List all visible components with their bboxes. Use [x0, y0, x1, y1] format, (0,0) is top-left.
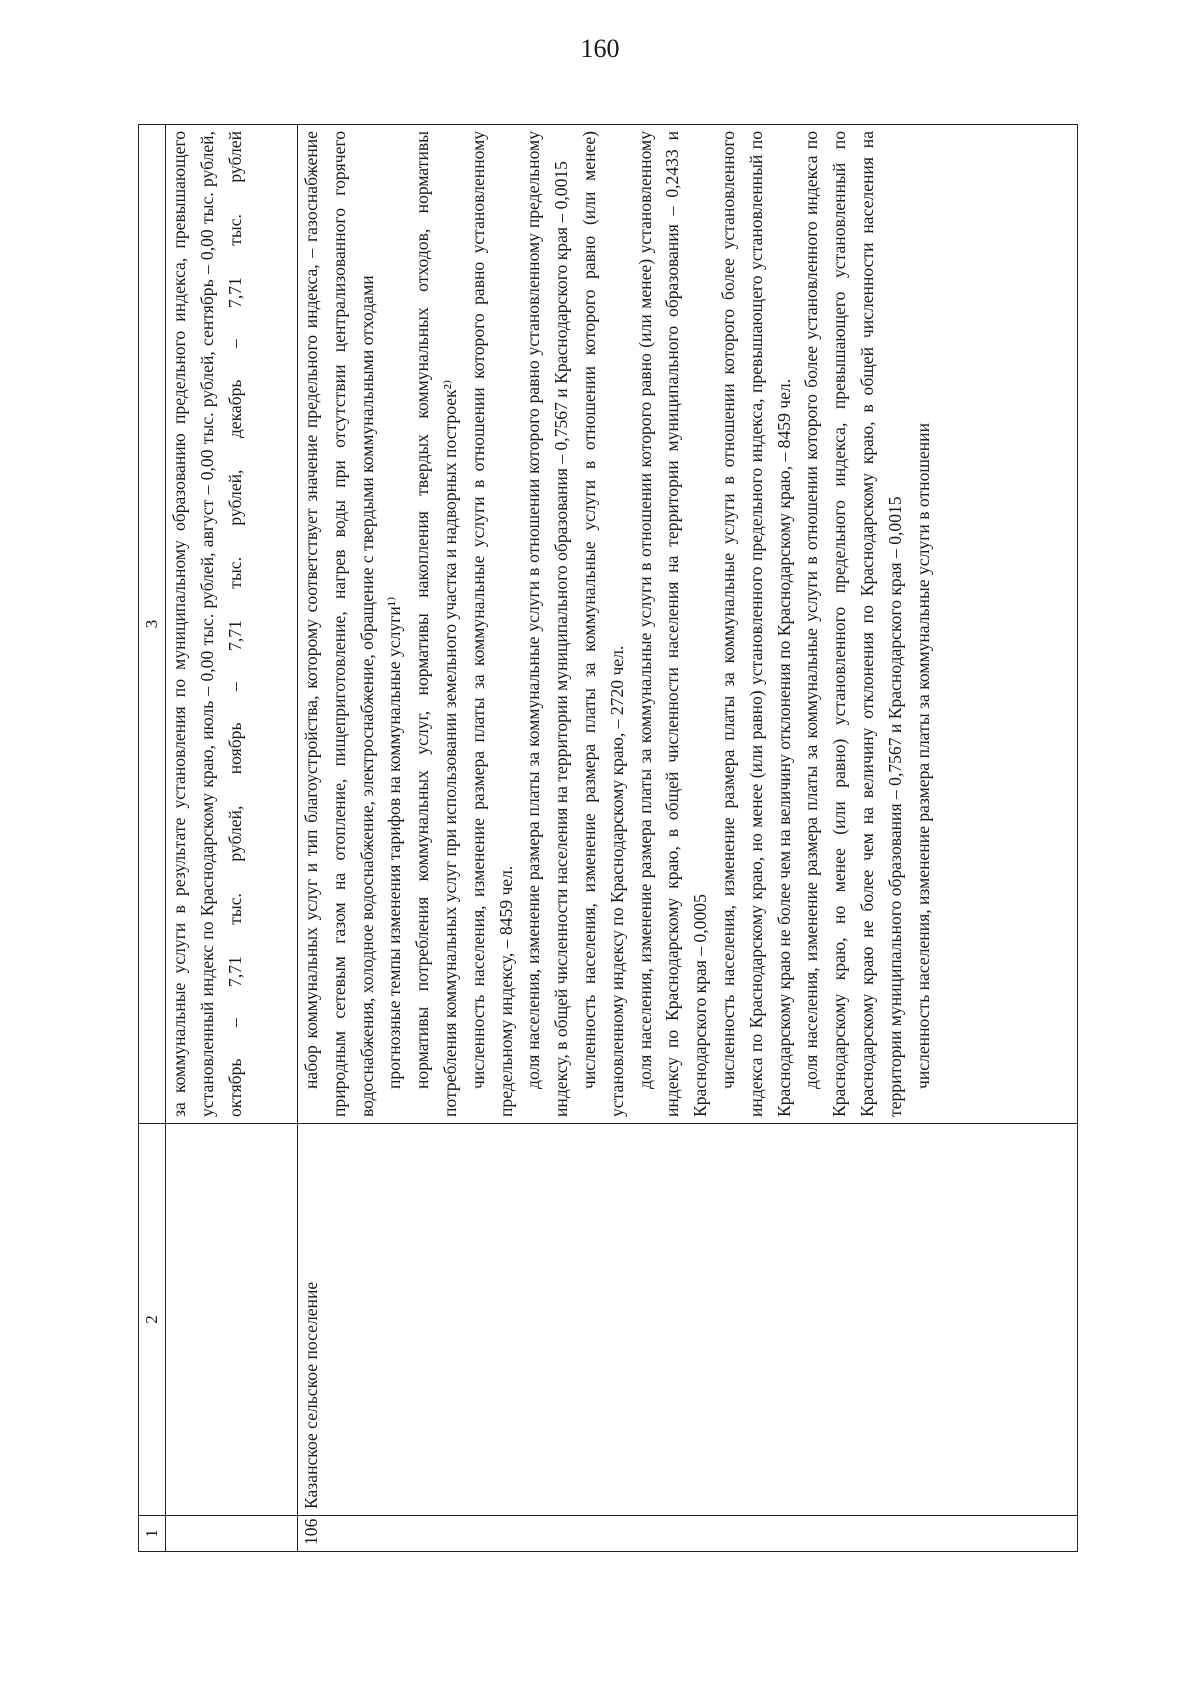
description-paragraph: набор коммунальных услуг и тип благоустройства, которому соответствует значение предельного индекса, – газоснабжение природным сетевым газом на отопление, пищеприготовление, нагрев воды при отсутствии централизованного горячего водоснабжения, холодное водоснабжение, электроснабжение, обращение с твердыми коммунальными отходами [301, 131, 377, 1117]
municipality-name-cell [166, 1124, 298, 1516]
description-paragraph: численность населения, изменение размера платы за коммунальные услуги в отношении [912, 423, 933, 1089]
table-row-106 [298, 125, 1078, 1552]
description-paragraph: прогнозные темпы изменения тарифов на коммунальные услуги¹⁾ [384, 596, 405, 1089]
rotated-table-frame [138, 124, 1078, 1552]
description-paragraph: численность населения, изменение размера платы за коммунальные услуги в отношении которого более установленного индекса по Краснодарскому краю, но менее (или равно) установленного предельного индекса, превышающего установленный по Краснодарскому краю не более чем на величину отклонения по Краснодарскому краю, – 8459 чел. [717, 131, 794, 1117]
description-paragraph: за коммунальные услуги в результате установления по муниципальному образованию предельного индекса, превышающего установленный индекс по Краснодарскому краю, июль – 0,00 тыс. рублей, август – 0,00 тыс. рублей, сентябрь – 0,00 тыс. рублей, октябрь – 7,71 тыс. рублей, ноябрь – 7,71 тыс. рублей, декабрь – 7,71 тыс. рублей [169, 131, 245, 1117]
column-header-2: 2 [139, 1124, 166, 1516]
municipality-name-cell: Казанское сельское поселение [298, 1124, 1078, 1516]
description-paragraph: доля населения, изменение размера платы за коммунальные услуги в отношении которого равно установленному предельному индексу, в общей численности населения на территории муниципального образования – 0,7567 и Краснодарского края – 0,0015 [523, 131, 572, 1117]
description-cell [166, 125, 298, 1124]
table-header-row [139, 125, 166, 1552]
row-number-cell: 106 [298, 1516, 1078, 1552]
description-paragraph: численность населения, изменение размера платы за коммунальные услуги в отношении которого равно (или менее) установленному индексу по Краснодарскому краю, – 2720 чел. [578, 131, 627, 1117]
column-header-1: 1 [139, 1516, 166, 1552]
row-number-cell [166, 1516, 298, 1552]
description-paragraph: численность населения, изменение размера платы за коммунальные услуги в отношении которого равно установленному предельному индексу, – 8459 чел. [467, 131, 516, 1117]
table-row-continuation [166, 125, 298, 1552]
column-header-3: 3 [139, 125, 166, 1124]
description-cell [298, 125, 1078, 1124]
description-paragraph: нормативы потребления коммунальных услуг, нормативы накопления твердых коммунальных отходов, нормативы потребления коммунальных услуг при использовании земельного участка и надворных построек²⁾ [412, 131, 460, 1117]
description-paragraph: доля населения, изменение размера платы за коммунальные услуги в отношении которого равно (или менее) установленному индексу по Краснодарскому краю, в общей численности населения на территории муниципального образования – 0,2433 и Краснодарского края – 0,0005 [634, 131, 711, 1117]
description-paragraph: доля населения, изменение размера платы за коммунальные услуги в отношении которого более установленного индекса по Краснодарскому краю, но менее (или равно) установленного предельного индекса, превышающего установленный по Краснодарскому краю не более чем на величину отклонения по Краснодарскому краю, в общей численности населения на территории муниципального образования – 0,7567 и Краснодарского края – 0,0015 [801, 131, 905, 1117]
page-number: 160 [580, 34, 620, 63]
document-table [138, 124, 1078, 1552]
